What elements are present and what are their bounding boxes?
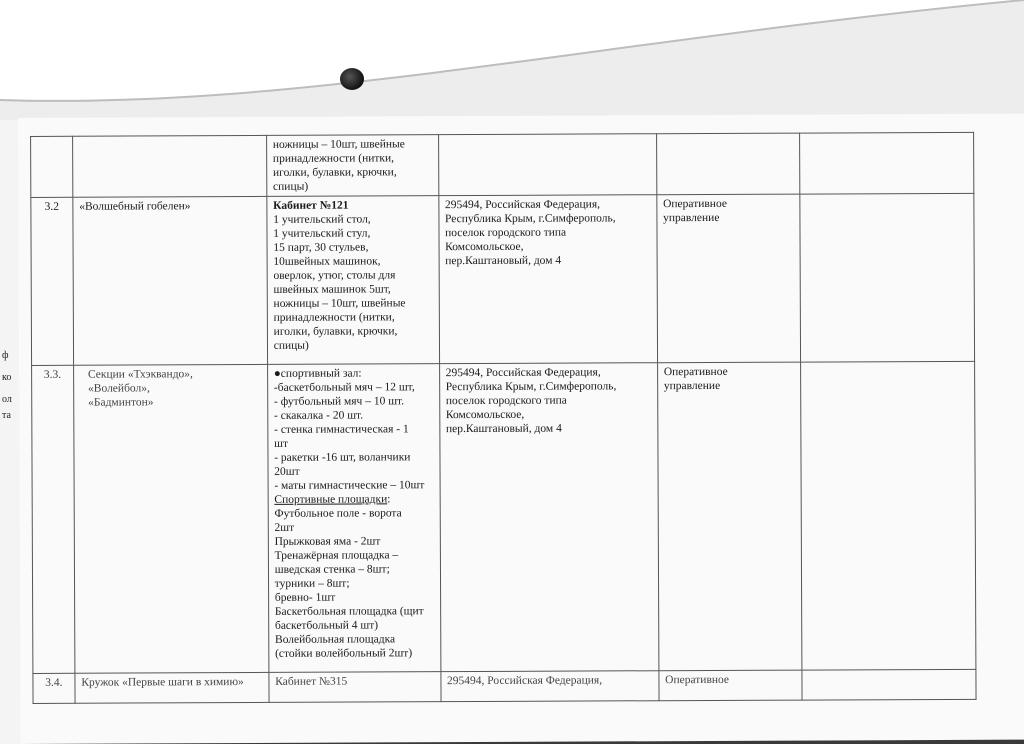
notes-cell: [800, 193, 975, 362]
address-cell: [438, 195, 657, 364]
sport-item-line: турники – 8шт;: [274, 577, 350, 590]
equipment-line: спицы): [273, 180, 309, 193]
notes-cell: [800, 361, 975, 670]
equipment-line: -баскетбольный мяч – 12 шт,: [273, 381, 415, 394]
equipment-line: - маты гимнастические – 10шт: [274, 479, 425, 492]
scan-background-top: [0, 0, 1024, 130]
fragment-text: ол: [2, 394, 12, 405]
document-page: [18, 114, 1024, 744]
equipment-line: 1 учительский стул,: [273, 227, 371, 240]
table-row: [33, 669, 976, 703]
sport-item-line: шведская стенка – 8шт;: [274, 563, 390, 576]
equipment-line: оверлок, утюг, столы для: [273, 269, 396, 282]
equipment-line: - ракетки -16 шт, воланчики: [274, 451, 411, 464]
program-name-cell: «Волшебный гобелен»: [73, 196, 268, 365]
sport-grounds-label: Спортивные площадки: [274, 493, 388, 506]
right-cell: [657, 194, 801, 363]
right-cell: [656, 133, 799, 195]
table-row: [31, 132, 974, 197]
equipment-line: ножницы – 10шт, швейные: [272, 138, 405, 151]
address-line: пер.Каштановый, дом 4: [445, 422, 562, 436]
address-line: 295494, Российская Федерация,: [440, 671, 658, 702]
equipment-line: ножницы – 10шт, швейные: [273, 297, 406, 310]
sport-item-line: (стойки волейбольный 2шт): [275, 647, 413, 660]
program-name-line: «Бадминтон»: [88, 396, 154, 409]
equipment-line: шт: [274, 437, 289, 450]
address-line: Комсомольское,: [445, 408, 525, 422]
fragment-text: та: [2, 410, 11, 421]
right-type-line: управление: [663, 211, 720, 225]
equipment-line: принадлежности (нитки,: [272, 152, 395, 165]
program-name-cell: Кружок «Первые шаги в химию»: [75, 672, 269, 703]
address-line: 295494, Российская Федерация,: [445, 366, 601, 380]
sport-item-line: Футбольное поле - ворота: [274, 507, 402, 520]
sport-item-line: Баскетбольная площадка (щит: [274, 605, 424, 618]
sport-item-line: 2шт: [274, 521, 295, 534]
notes-cell: [802, 669, 976, 700]
address-line: Комсомольское,: [445, 240, 524, 254]
equipment-cell: [266, 135, 438, 197]
right-type-line: управление: [663, 379, 721, 393]
address-line: поселок городского типа: [445, 394, 567, 408]
address-line: Республика Крым, г.Симферополь,: [445, 380, 617, 394]
fragment-text: ко: [2, 372, 12, 383]
address-line: пер.Каштановый, дом 4: [445, 254, 562, 268]
address-line: поселок городского типа: [445, 226, 567, 240]
row-number-cell: 3.4.: [33, 673, 75, 703]
program-name-cell: [72, 135, 266, 197]
equipment-line: 1 учительский стол,: [273, 213, 371, 226]
program-name-cell: [73, 364, 268, 673]
punch-hole: [340, 68, 364, 90]
equipment-line: - стенка гимнастическая - 1: [274, 423, 409, 436]
table-row: [31, 193, 975, 365]
equipment-line: принадлежности (нитки,: [273, 311, 395, 324]
equipment-line: иголки, булавки, крючки,: [272, 166, 397, 179]
sport-grounds-heading: Спортивные площадки:: [274, 493, 391, 506]
right-type-line: Оперативное: [663, 365, 728, 379]
row-number-cell: [31, 136, 73, 197]
sport-item-line: Волейбольная площадка: [274, 633, 396, 646]
right-type-line: Оперативное: [663, 197, 727, 211]
equipment-line: - футбольный мяч – 10 шт.: [273, 395, 405, 408]
address-cell: [438, 134, 656, 196]
row-number-cell: 3.2: [31, 197, 74, 365]
cabinet-label: Кабинет №121: [273, 199, 349, 212]
equipment-line: иголки, булавки, крючки,: [273, 325, 398, 338]
equipment-line: ●спортивный зал:: [273, 367, 362, 380]
page-curl: [0, 0, 1024, 130]
program-name-line: Секции «Тхэквандо»,: [87, 368, 193, 381]
sport-item-line: баскетбольный 4 шт): [274, 619, 379, 632]
equipment-line: 15 парт, 30 стульев,: [273, 241, 369, 254]
equipment-line: 20шт: [274, 465, 300, 478]
program-name-line: «Волейбол»,: [88, 382, 150, 395]
right-type-line: Оперативное: [659, 670, 802, 701]
notes-cell: [799, 132, 973, 194]
sport-item-line: Прыжковая яма - 2шт: [274, 535, 381, 548]
cabinet-label: Кабинет №315: [269, 672, 441, 703]
equipment-line: спицы): [273, 339, 309, 352]
equipment-line: - скакалка - 20 шт.: [274, 409, 364, 422]
sport-item-line: Тренажёрная площадка –: [274, 549, 399, 562]
equipment-cell: [267, 196, 440, 365]
table-row: [32, 361, 976, 673]
row-number-cell: 3.3.: [32, 365, 75, 673]
equipment-cell: [267, 364, 440, 673]
equipment-line: швейных машинок 5шт,: [273, 283, 391, 296]
equipment-table: [30, 132, 976, 704]
sport-item-line: бревно- 1шт: [274, 591, 336, 604]
equipment-line: 10швейных машинок,: [273, 255, 381, 268]
fragment-text: ф: [2, 350, 9, 361]
address-line: Республика Крым, г.Симферополь,: [444, 212, 616, 226]
address-cell: [439, 363, 658, 672]
address-line: 295494, Российская Федерация,: [444, 198, 601, 212]
right-cell: [657, 362, 802, 671]
